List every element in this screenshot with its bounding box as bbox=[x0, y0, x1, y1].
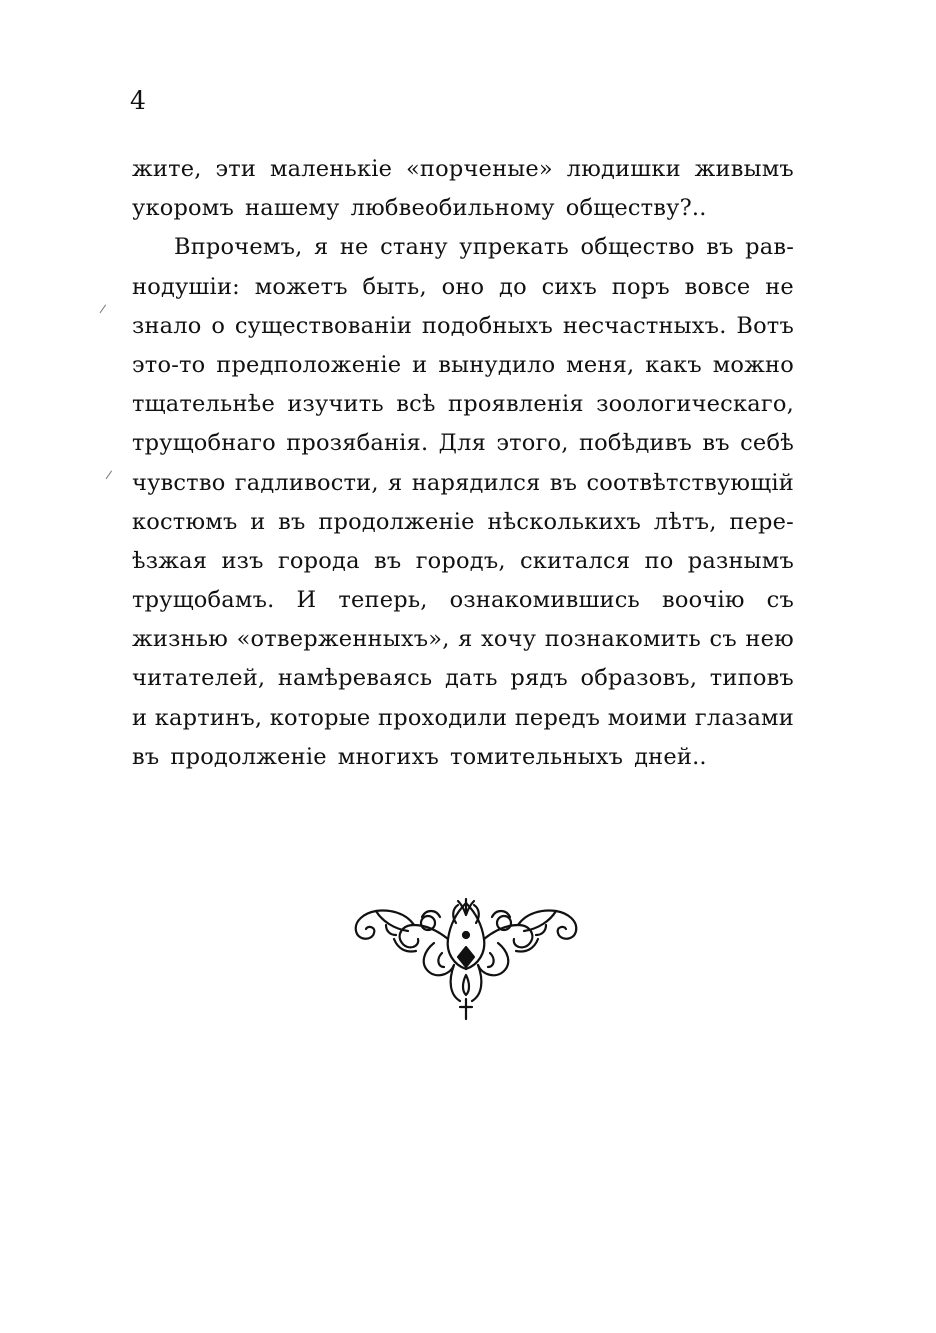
text-line bbox=[132, 268, 794, 307]
word: ознакомившись bbox=[449, 587, 641, 614]
word: не bbox=[339, 234, 369, 261]
word: дать bbox=[444, 665, 498, 692]
word: соотвѣтствующій bbox=[586, 469, 794, 496]
word: костюмъ bbox=[132, 508, 238, 535]
word: Для bbox=[438, 430, 487, 457]
word: продолженіе bbox=[170, 743, 327, 770]
text-line bbox=[132, 424, 794, 463]
word: теперь, bbox=[338, 587, 428, 614]
word: въ bbox=[278, 508, 306, 535]
word: нашему bbox=[245, 195, 340, 222]
text-line bbox=[132, 503, 794, 542]
word: упрекать bbox=[459, 234, 570, 261]
word: оно bbox=[441, 273, 485, 300]
word: хочу bbox=[481, 626, 537, 653]
text-line bbox=[132, 150, 794, 189]
word: городъ, bbox=[415, 547, 506, 574]
word: о bbox=[211, 312, 226, 339]
word: Вотъ bbox=[736, 312, 794, 339]
word: воочію bbox=[662, 587, 745, 614]
word: познакомить bbox=[544, 626, 701, 653]
word: меня, bbox=[566, 351, 635, 378]
word: стану bbox=[380, 234, 448, 261]
word: томительныхъ bbox=[450, 743, 624, 770]
text-line bbox=[132, 659, 794, 698]
text-line bbox=[132, 699, 794, 738]
word: передъ bbox=[514, 704, 601, 731]
word: нодушіи: bbox=[132, 273, 240, 300]
margin-mark bbox=[100, 304, 110, 315]
word: «порченые» bbox=[405, 156, 553, 182]
page-number: 4 bbox=[130, 86, 146, 115]
word: поръ bbox=[611, 273, 670, 300]
word: моими bbox=[607, 704, 688, 731]
text-line bbox=[132, 228, 794, 267]
word: не bbox=[765, 273, 794, 300]
text-line bbox=[132, 464, 794, 503]
word: «отверженныхъ», bbox=[236, 626, 450, 653]
word: многихъ bbox=[337, 743, 439, 770]
word: маленькіе bbox=[269, 156, 393, 182]
word: общество bbox=[580, 234, 695, 261]
word: можно bbox=[712, 351, 794, 378]
word: трущобнаго bbox=[132, 430, 276, 457]
word: пере- bbox=[729, 508, 794, 535]
word: проявленія bbox=[448, 391, 584, 418]
word: съ bbox=[766, 587, 794, 614]
word: нею bbox=[745, 626, 794, 653]
word: Впрочемъ, bbox=[174, 234, 303, 261]
ornament-right-half bbox=[466, 903, 576, 1001]
word: знало bbox=[132, 312, 202, 339]
word: города bbox=[277, 547, 360, 574]
floral-tailpiece-ornament-icon bbox=[346, 895, 586, 1020]
text-line bbox=[132, 307, 794, 346]
word: существованіи bbox=[234, 312, 413, 339]
word: укоромъ bbox=[132, 195, 235, 222]
word: тщательнѣе bbox=[132, 391, 275, 418]
text-line bbox=[132, 581, 794, 620]
word: вовсе bbox=[684, 273, 751, 300]
word: какъ bbox=[645, 351, 702, 378]
word: И bbox=[296, 587, 317, 614]
body-text bbox=[132, 150, 794, 777]
word: въ bbox=[132, 743, 160, 770]
word: изучить bbox=[287, 391, 384, 418]
word: ѣзжая bbox=[132, 547, 208, 574]
word: до bbox=[499, 273, 527, 300]
margin-mark bbox=[106, 470, 116, 481]
word: лѣтъ, bbox=[653, 508, 717, 535]
word: образовъ, bbox=[580, 665, 698, 692]
word: рав- bbox=[745, 234, 794, 261]
word: я bbox=[458, 626, 473, 653]
text-line bbox=[132, 346, 794, 385]
word: по bbox=[644, 547, 674, 574]
word: побѣдивъ bbox=[578, 430, 693, 457]
word: намѣреваясь bbox=[277, 665, 433, 692]
word: съ bbox=[709, 626, 737, 653]
word: которые bbox=[269, 704, 371, 731]
word: нарядился bbox=[411, 469, 541, 496]
text-line bbox=[132, 189, 794, 228]
word: глазами bbox=[694, 704, 794, 731]
word: людишки bbox=[566, 156, 681, 182]
word: живымъ bbox=[694, 156, 794, 182]
word: я bbox=[388, 469, 403, 496]
word: типовъ bbox=[709, 665, 794, 692]
word: сихъ bbox=[541, 273, 598, 300]
word: продолженіе bbox=[318, 508, 475, 535]
text-line bbox=[132, 542, 794, 581]
word: всѣ bbox=[396, 391, 436, 418]
word: нѣсколькихъ bbox=[487, 508, 642, 535]
word: жите, bbox=[132, 156, 202, 182]
word: чувство bbox=[132, 469, 226, 496]
word: въ bbox=[702, 430, 730, 457]
word: зоологическаго, bbox=[596, 391, 794, 418]
word: предположеніе bbox=[216, 351, 402, 378]
word: проходили bbox=[378, 704, 508, 731]
word: подобныхъ bbox=[421, 312, 554, 339]
word: въ bbox=[549, 469, 578, 496]
word: дней.. bbox=[634, 743, 707, 770]
text-line bbox=[132, 738, 794, 777]
word: въ bbox=[706, 234, 734, 261]
word: любвеобильному bbox=[350, 195, 555, 222]
word: себѣ bbox=[740, 430, 794, 457]
word: и bbox=[250, 508, 266, 535]
text-line bbox=[132, 620, 794, 659]
word: это-то bbox=[132, 351, 206, 378]
word: этого, bbox=[496, 430, 569, 457]
word: эти bbox=[215, 156, 257, 182]
word: картинъ, bbox=[154, 704, 263, 731]
word: въ bbox=[374, 547, 402, 574]
word: и bbox=[132, 704, 148, 731]
ornament-left-half bbox=[356, 903, 466, 1001]
word: скитался bbox=[520, 547, 631, 574]
text-line bbox=[132, 385, 794, 424]
word: обществу?.. bbox=[565, 195, 707, 222]
word: разнымъ bbox=[687, 547, 794, 574]
word: вынудило bbox=[438, 351, 556, 378]
word: я bbox=[313, 234, 329, 261]
word: можетъ bbox=[254, 273, 348, 300]
word: изъ bbox=[221, 547, 264, 574]
word: гадливости, bbox=[234, 469, 379, 496]
word: рядъ bbox=[510, 665, 568, 692]
word: читателей, bbox=[132, 665, 266, 692]
word: жизнью bbox=[132, 626, 229, 653]
word: и bbox=[412, 351, 428, 378]
word: прозябанія. bbox=[286, 430, 429, 457]
word: быть, bbox=[362, 273, 427, 300]
word: несчастныхъ. bbox=[562, 312, 727, 339]
word: трущобамъ. bbox=[132, 587, 275, 614]
